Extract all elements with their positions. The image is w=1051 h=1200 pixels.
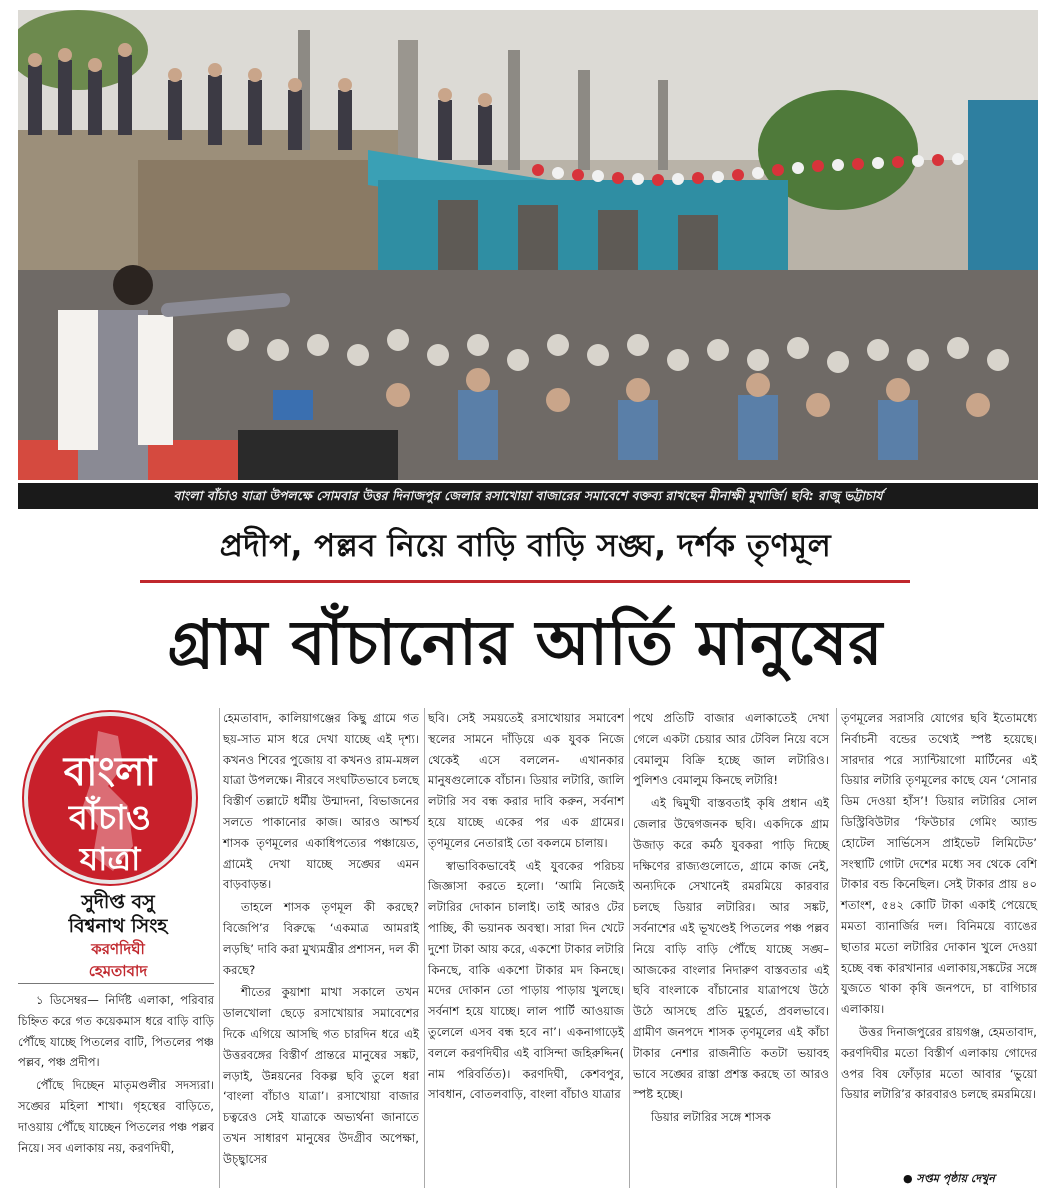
dateline-place-2: হেমতাবাদ (88, 962, 148, 980)
article-column-3 (428, 708, 624, 1107)
author-2: বিশ্বনাথ সিংহ (68, 915, 168, 937)
paragraph: এই দ্বিমুখী বাস্তবতাই কৃষি প্রধান এই জেলার উদ্বেগজনক ছবি। একদিকে গ্রাম উজাড় করে কর্মঠ যুবকরা পাড়ি দিচ্ছে দক্ষিণের রাজ্যগুলোতে, গ্রামে কাজ নেই, অন্যদিকে সেখানেই রমরমিয়ে কারবার চলছে ডিয়ার লটারির। আর সঙ্কট, সর্বনাশের এই ভূখণ্ডেই পিতলের পঞ্চ পল্লব নিয়ে বাড়ি বাড়ি পৌঁছে যাচ্ছে সঙ্ঘ– আজকের বাংলার নিদারুণ বাস্তবতার এই ছবি বাংলাকে বাঁচানোর যাত্রাপথে উঠে উঠে আসছে প্রতি মুহূর্তে, প্রবলভাবে। গ্রামীণ জনপদে শাসক তৃণমূলের এই কাঁচা টাকার নেশার রাজনীতি কতটা ভয়াবহ ভাবে সঙ্ঘের রাস্তা প্রশস্ত করছে তা আরও স্পষ্ট হচ্ছে। (633, 796, 829, 1102)
author-1: সুদীপ্ত বসু (81, 891, 155, 913)
paragraph: ছবি। সেই সময়তেই রসাখোয়ার সমাবেশ স্থলের সামনে দাঁড়িয়ে এক যুবক নিজে থেকেই এসে বললেন- এখানকার মানুষগুলোকে বাঁচান। ডিয়ার লটারি, জালি লটারি সব বন্ধ করার দাবি করুন, সর্বনাশ হয়ে যাচ্ছে একের পর এক গ্রামের। তৃণমূলের নেতারাই তো বকলমে চালায়। (428, 711, 624, 850)
logo-line-3: যাত্রা (79, 840, 141, 878)
paragraph: পৌঁছে দিচ্ছেন মাতৃমণ্ডলীর সদস্যরা। সঙ্ঘের মহিলা শাখা। গৃহস্থের বাড়িতে, দাওয়ায় পৌঁছে যাচ্ছেন পিতলের পঞ্চ পল্লব নিয়ে। সব এলাকায় নয়, করণদিঘী, (18, 1078, 214, 1155)
paragraph: ডিয়ার লটারির সঙ্গে শাসক (651, 1110, 771, 1125)
paragraph: পথে প্রতিটি বাজার এলাকাতেই দেখা গেলে একটা চেয়ার আর টেবিল নিয়ে বসে বেমালুম বিক্রি হচ্ছে জাল লটারিও। পুলিশও বেমালুম কিনছে লটারি! (633, 711, 829, 788)
kicker-headline: প্রদীপ, পল্লব নিয়ে বাড়ি বাড়ি সঙ্ঘ, দর্শক তৃণমূল (219, 528, 832, 564)
bangla-banchao-jatra-logo (24, 712, 196, 884)
article-column-4 (633, 708, 829, 1130)
photo-caption: বাংলা বাঁচাও যাত্রা উপলক্ষে সোমবার উত্তর দিনাজপুর জেলার রসাখোয়া বাজারের সমাবেশে বক্তব্য রাখছেন মীনাক্ষী মুখার্জি। ছবি: রাজু ভট্টাচার্য (18, 483, 1038, 509)
column-divider (219, 708, 220, 1188)
column-divider (836, 708, 837, 1188)
article-column-1 (18, 990, 214, 1160)
paragraph: উত্তর দিনাজপুরের রায়গঞ্জ, হেমতাবাদ, করণদিঘীর মতো বিস্তীর্ণ এলাকায় গোদের ওপর বিষ ফোঁড়ার মতো আবার ‘ভুয়ো ডিয়ার লটারি’র কারবারও চলছে রমরমিয়ে। (841, 1024, 1037, 1102)
dateline-place-1: করণদিঘী (91, 940, 145, 958)
paragraph: স্বাভাবিকভাবেই এই যুবকের পরিচয় জিজ্ঞাসা করতে হলো। ‘আমি নিজেই লটারির দোকান চালাই। তাই আরও টের পাচ্ছি, কী ভয়ানক অবস্থা। সারা দিন খেটে দুশো টাকা আয় করে, একশো টাকার লটারি কিনছে, বাকি একশো টাকার মদ কিনছে। মদের দোকান তো পাড়ায় পাড়ায় খুলছে। সর্বনাশ হয়ে যাচ্ছে। লাল পার্টি আওয়াজ তুলেলে এসব বন্ধ হবে না’। একনাগাড়েই বললে করণদিঘীর এই বাসিন্দা জহিরুদ্দিন( নাম পরিবর্তিত)। করণদিঘী, কেশবপুর, সাবধান, বোতলবাড়ি, বাংলা বাঁচাও যাত্রার (428, 858, 624, 1102)
article-column-2 (223, 708, 419, 1172)
paragraph: তাহলে শাসক তৃণমূল কী করছে? বিজেপি’র বিরুদ্ধে ‘একমাত্র আমরাই লড়ছি’ দাবি করা মুখ্যমন্ত্রীর প্রশাসন, দল কী করছে? (223, 900, 419, 977)
paragraph: হেমতাবাদ, কালিয়াগঞ্জের কিছু গ্রামে গত ছয়-সাত মাস ধরে দেখা যাচ্ছে এই দৃশ্য। কখনও শিবের পুজোয় বা কখনও রাম-মঙ্গল যাত্রা উপলক্ষে। নীরবে সংঘটিতভাবে চলছে বিস্তীর্ণ তল্লাটে ধর্মীয় উন্মাদনা, বিভাজনের সলতে পাকানোর কাজ। আরও আশ্চর্য শাসক তৃণমূলের একাধিপত্যের পঞ্চায়েত, গ্রামেই দেখা যাচ্ছে সঙ্ঘের এমন বাড়বাড়ন্ত। (223, 711, 419, 892)
column-divider (424, 708, 425, 1188)
paragraph: তৃণমূলের সরাসরি যোগের ছবি ইতোমধ্যে নির্বাচনী বন্ডের তথ্যেই স্পষ্ট হয়েছে। সারদার পরে স্যান্টিয়াগো মার্টিনের এই ডিয়ার লটারি তৃণমূলের কাছে যেন ‘সোনার ডিম দেওয়া হাঁস’! ডিয়ার লটারির সোল ডিস্ট্রিবিউটার ‘ফিউচার গেমিং অ্যান্ড হোটেল সার্ভিসেস প্রাইভেট লিমিটেড’ সংস্থাটি গোটা দেশের মধ্যে সব থেকে বেশি টাকার বন্ড কিনেছিল। সেই টাকার প্রায় ৪০ শতাংশ, ৫৪২ কোটি টাকা একাই পেয়েছে মমতা ব্যানার্জির দল। বিনিময়ে ব্যাঙের ছাতার মতো লটারির দোকান খুলে দেওয়া হচ্ছে বন্ধ কারখানার এলাকায়,সঙ্কটের সঙ্গে যুজতে থাকা কৃষি জনপদে, চা বাগিচার এলাকায়। (841, 711, 1037, 1017)
logo-line-1: বাংলা (63, 749, 157, 795)
headline-rule (140, 580, 910, 583)
logo-line-2: বাঁচাও (68, 798, 152, 838)
paragraph: শীতের কুয়াশা মাখা সকালে তখন ডালখোলা ছেড়ে রসাখোয়ার সমাবেশের দিকে এগিয়ে আসছি গত চারদিন ধরে এই উত্তরবঙ্গের বিস্তীর্ণ প্রান্তরে মানুষের সঙ্কট, লড়াই, উন্নয়নের বিকল্প ছবি তুলে ধরা ‘বাংলা বাঁচাও যাত্রা’। রসাখোয়া বাজার চত্বরেও সেই যাত্রাকে অভ্যর্থনা জানাতে তখন সাধারণ মানুষের উদগ্রীব অপেক্ষা, উচ্ছ্বাসের (223, 985, 419, 1166)
main-headline: গ্রাম বাঁচানোর আর্তি মানুষের (167, 606, 884, 679)
column-divider (629, 708, 630, 1188)
paragraph: ১ ডিসেম্বর— নির্দিষ্ট এলাকা, পরিবার চিহ্নিত করে গত কয়েকমাস ধরে বাড়ি বাড়ি পৌঁছে যাচ্ছে পিতলের বাটি, পিতলের পঞ্চ পল্লব, পঞ্চ প্রদীপ। (18, 993, 214, 1070)
article-column-5 (841, 708, 1037, 1107)
rally-photo (18, 10, 1038, 480)
byline-divider (18, 983, 214, 984)
continued-on-page-link[interactable]: ● সপ্তম পৃষ্ঠায় দেখুন (903, 1172, 995, 1185)
